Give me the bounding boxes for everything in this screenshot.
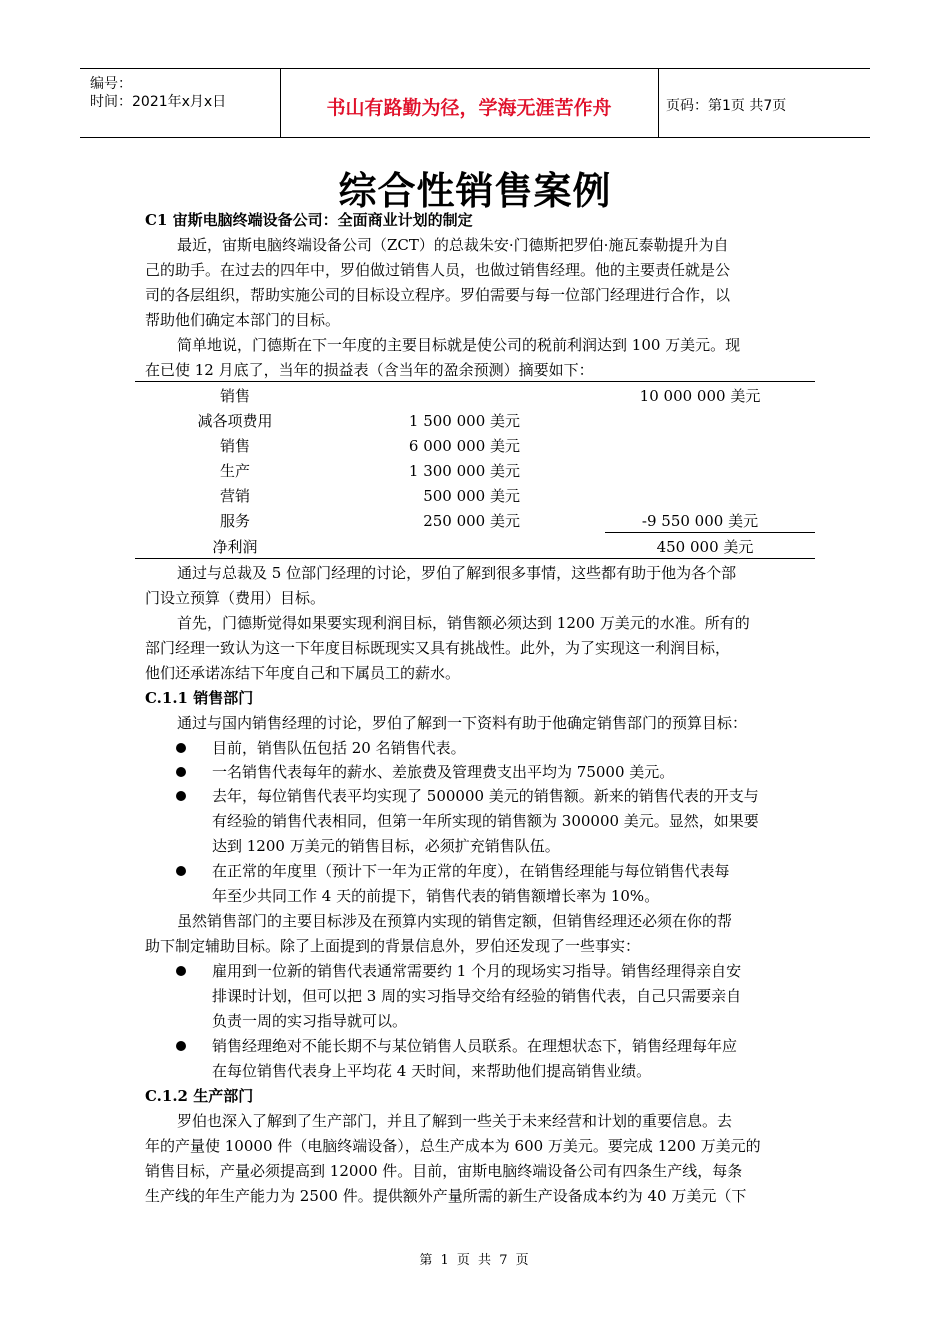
- table-row-label: 销售: [219, 387, 250, 405]
- bullet-dot: [176, 791, 186, 801]
- bullet-item-continued: 在每位销售代表身上平均花 4 天时间，来帮助他们提高销售业绩。: [212, 1062, 652, 1080]
- table-row-amount: 6 000 000 美元: [408, 437, 520, 455]
- bullet-item: 雇用到一位新的销售代表通常需要约 1 个月的现场实习指导。销售经理得亲自安: [212, 962, 742, 980]
- bullet-dot: [176, 767, 186, 777]
- bullet-item-continued: 有经验的销售代表相同，但第一年所实现的销售额为 300000 美元。显然，如果要: [212, 812, 759, 830]
- header-table: [80, 68, 870, 138]
- paragraph-line: 助下制定辅助目标。除了上面提到的背景信息外，罗伯还发现了一些事实：: [145, 937, 641, 955]
- paragraph-line: 首先，门德斯觉得如果要实现利润目标，销售额必须达到 1200 万美元的水准。所有的: [177, 614, 750, 632]
- bullet-dot: [176, 966, 186, 976]
- header-center-cell: [280, 69, 659, 137]
- paragraph-line: 帮助他们确定本部门的目标。: [145, 311, 341, 329]
- table-row-amount: 1 500 000 美元: [408, 412, 520, 430]
- paragraph-line: 他们还承诺冻结下年度自己和下属员工的薪水。: [145, 664, 461, 682]
- bullet-item-continued: 排课时计划，但可以把 3 周的实习指导交给有经验的销售代表，自己只需要亲自: [212, 987, 742, 1005]
- header-left-cell: [80, 69, 281, 137]
- table-top-rule: [135, 381, 815, 382]
- bullet-item-continued: 达到 1200 万美元的销售目标，必须扩充销售队伍。: [212, 837, 560, 855]
- header-right-cell: [658, 69, 870, 137]
- table-row-label: 营销: [219, 487, 250, 505]
- subtotal-rule: [605, 532, 815, 533]
- table-row-total: 450 000 美元: [656, 538, 754, 556]
- paragraph-line: 己的助手。在过去的四年中，罗伯做过销售人员，也做过销售经理。他的主要责任就是公: [145, 261, 731, 279]
- bullet-item: 目前，销售队伍包括 20 名销售代表。: [212, 739, 466, 757]
- paragraph-line: 简单地说，门德斯在下一年度的主要目标就是使公司的税前利润达到 100 万美元。现: [177, 336, 741, 354]
- section-heading-c12: C.1.2 生产部门: [145, 1087, 254, 1105]
- bullet-item: 一名销售代表每年的薪水、差旅费及管理费支出平均为 75000 美元。: [212, 763, 675, 781]
- section-heading-c11: C.1.1 销售部门: [145, 689, 254, 707]
- table-row-total: 10 000 000 美元: [639, 387, 761, 405]
- table-row-amount: 500 000 美元: [423, 487, 520, 505]
- paragraph-line: 通过与国内销售经理的讨论，罗伯了解到一下资料有助于他确定销售部门的预算目标：: [177, 714, 748, 732]
- bullet-dot: [176, 866, 186, 876]
- document-date-label: 时间：2021年x月x日: [90, 94, 227, 110]
- table-row-label: 生产: [219, 462, 250, 480]
- bullet-dot: [176, 1041, 186, 1051]
- bullet-item: 在正常的年度里（预计下一年为正常的年度），在销售经理能与每位销售代表每: [212, 862, 730, 880]
- table-row-label: 服务: [219, 512, 250, 530]
- paragraph-line: 虽然销售部门的主要目标涉及在预算内实现的销售定额，但销售经理还必须在你的帮: [177, 912, 733, 930]
- table-row-label: 销售: [219, 437, 250, 455]
- table-row-amount: 250 000 美元: [423, 512, 520, 530]
- paragraph-line: 门设立预算（费用）目标。: [145, 589, 326, 607]
- paragraph-line: 最近，宙斯电脑终端设备公司（ZCT）的总裁朱安·门德斯把罗伯·施瓦泰勒提升为自: [177, 236, 729, 254]
- paragraph-line: 在已使 12 月底了，当年的损益表（含当年的盈余预测）摘要如下：: [145, 361, 594, 379]
- bullet-item-continued: 年至少共同工作 4 天的前提下，销售代表的销售额增长率为 10%。: [212, 887, 660, 905]
- bullet-item-continued: 负责一周的实习指导就可以。: [212, 1012, 408, 1030]
- paragraph-line: 部门经理一致认为这一下年度目标既现实又具有挑战性。此外，为了实现这一利润目标，: [145, 639, 731, 657]
- table-row-amount: 1 300 000 美元: [408, 462, 520, 480]
- table-row-label: 净利润: [212, 538, 258, 556]
- paragraph-line: 生产线的年生产能力为 2500 件。提供额外产量所需的新生产设备成本约为 40 万美元（下: [145, 1187, 747, 1205]
- document-number-label: 编号：: [90, 76, 132, 92]
- header-page-info: 页码：第1页 共7页: [666, 98, 787, 114]
- section-heading-c1: C1 宙斯电脑终端设备公司：全面商业计划的制定: [145, 211, 473, 229]
- table-row-total: -9 550 000 美元: [641, 512, 759, 530]
- table-bottom-rule: [135, 558, 815, 559]
- page-footer: 第 1 页 共 7 页: [419, 1253, 531, 1268]
- paragraph-line: 销售目标，产量必须提高到 12000 件。目前，宙斯电脑终端设备公司有四条生产线，每条: [145, 1162, 743, 1180]
- bullet-item: 销售经理绝对不能长期不与某位销售人员联系。在理想状态下，销售经理每年应: [212, 1037, 738, 1055]
- bullet-item: 去年，每位销售代表平均实现了 500000 美元的销售额。新来的销售代表的开支与: [212, 787, 759, 805]
- paragraph-line: 通过与总裁及 5 位部门经理的讨论，罗伯了解到很多事情，这些都有助于他为各个部: [177, 564, 737, 582]
- header-motto: 书山有路勤为径，学海无涯苦作舟: [326, 97, 612, 119]
- paragraph-line: 罗伯也深入了解到了生产部门，并且了解到一些关于未来经营和计划的重要信息。去: [177, 1112, 733, 1130]
- document-title: 综合性销售案例: [338, 169, 612, 213]
- bullet-dot: [176, 743, 186, 753]
- paragraph-line: 司的各层组织，帮助实施公司的目标设立程序。罗伯需要与每一位部门经理进行合作，以: [145, 286, 731, 304]
- table-row-label: 减各项费用: [197, 412, 273, 430]
- paragraph-line: 年的产量使 10000 件（电脑终端设备），总生产成本为 600 万美元。要完成 1200 万美元的: [145, 1137, 761, 1155]
